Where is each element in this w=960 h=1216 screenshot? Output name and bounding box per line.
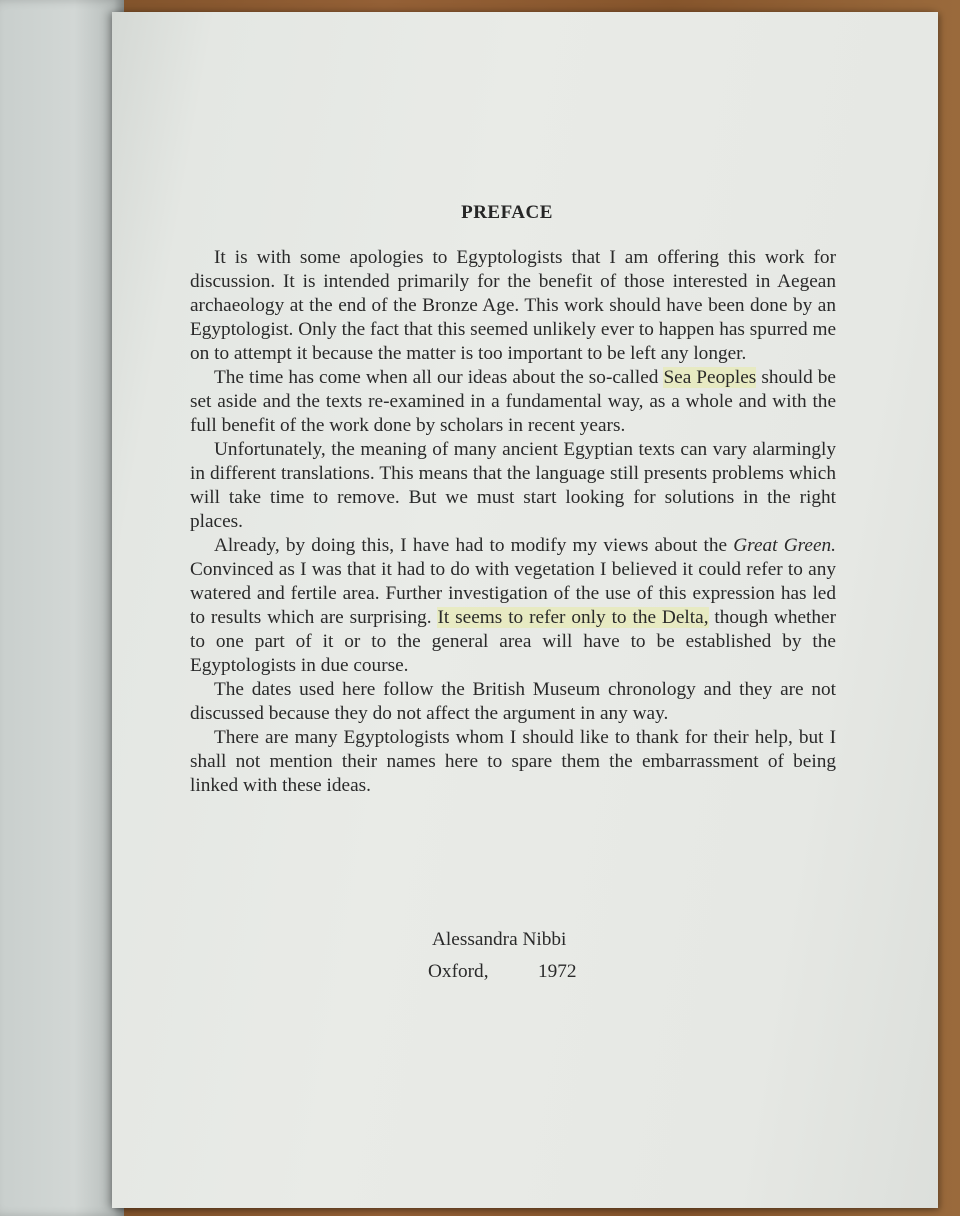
highlighted-text: Sea Peoples xyxy=(663,367,757,388)
left-page xyxy=(0,0,124,1216)
paragraph-text: There are many Egyptologists whom I should like to thank for their help, but I shall not mention their names here to spare them the embarrassment of being linked with these ideas. xyxy=(190,727,836,796)
paragraph xyxy=(190,726,836,798)
place: Oxford, xyxy=(428,961,489,982)
paragraph-text: The dates used here follow the British Museum chronology and they are not discussed because they do not affect the argument in any way. xyxy=(190,679,836,724)
place-date xyxy=(428,956,577,988)
paragraph-text: though whether to one part of it or to the general area will have to be established by the Egyptologists in due course. xyxy=(190,607,836,676)
page-title: PREFACE xyxy=(461,202,553,223)
paragraph xyxy=(190,678,836,726)
year: 1972 xyxy=(538,961,577,982)
paragraph xyxy=(190,246,836,366)
paragraph-text: should be set aside and the texts re-examined in a fundamental way, as a whole and with the full benefit of the work done by scholars in recent years. xyxy=(190,367,836,436)
book-page xyxy=(112,12,938,1208)
paragraph xyxy=(190,534,836,678)
paragraph-text: Already, by doing this, I have had to modify my views about the xyxy=(214,535,734,556)
paragraph-text: Convinced as I was that it had to do with vegetation I believed it could refer to any watered and fertile area. Further investigation of the use of this expression has led to results which are surprising. xyxy=(190,559,836,628)
paragraph-text: Unfortunately, the meaning of many ancient Egyptian texts can vary alarmingly in different translations. This means that the language still presents problems which will take time to remove. But we must start looking for solutions in the right places. xyxy=(190,439,836,532)
highlighted-text: It seems to refer only to the Delta, xyxy=(437,607,709,628)
paragraph-text: The time has come when all our ideas about the so-called xyxy=(214,367,664,388)
italic-term: Great Green. xyxy=(733,535,836,556)
preface-body xyxy=(190,246,836,798)
signature-block xyxy=(428,924,577,988)
paragraph-text: It is with some apologies to Egyptologists that I am offering this work for discussion. It is intended primarily for the benefit of those interested in Aegean archaeology at the end of the Bronze Age. This work should have been done by an Egyptologist. Only the fact that this seemed unlikely ever to happen has spurred me on to attempt it because the matter is too important to be left any longer. xyxy=(190,247,836,364)
paragraph xyxy=(190,366,836,438)
paragraph xyxy=(190,438,836,534)
author-name: Alessandra Nibbi xyxy=(432,929,567,950)
